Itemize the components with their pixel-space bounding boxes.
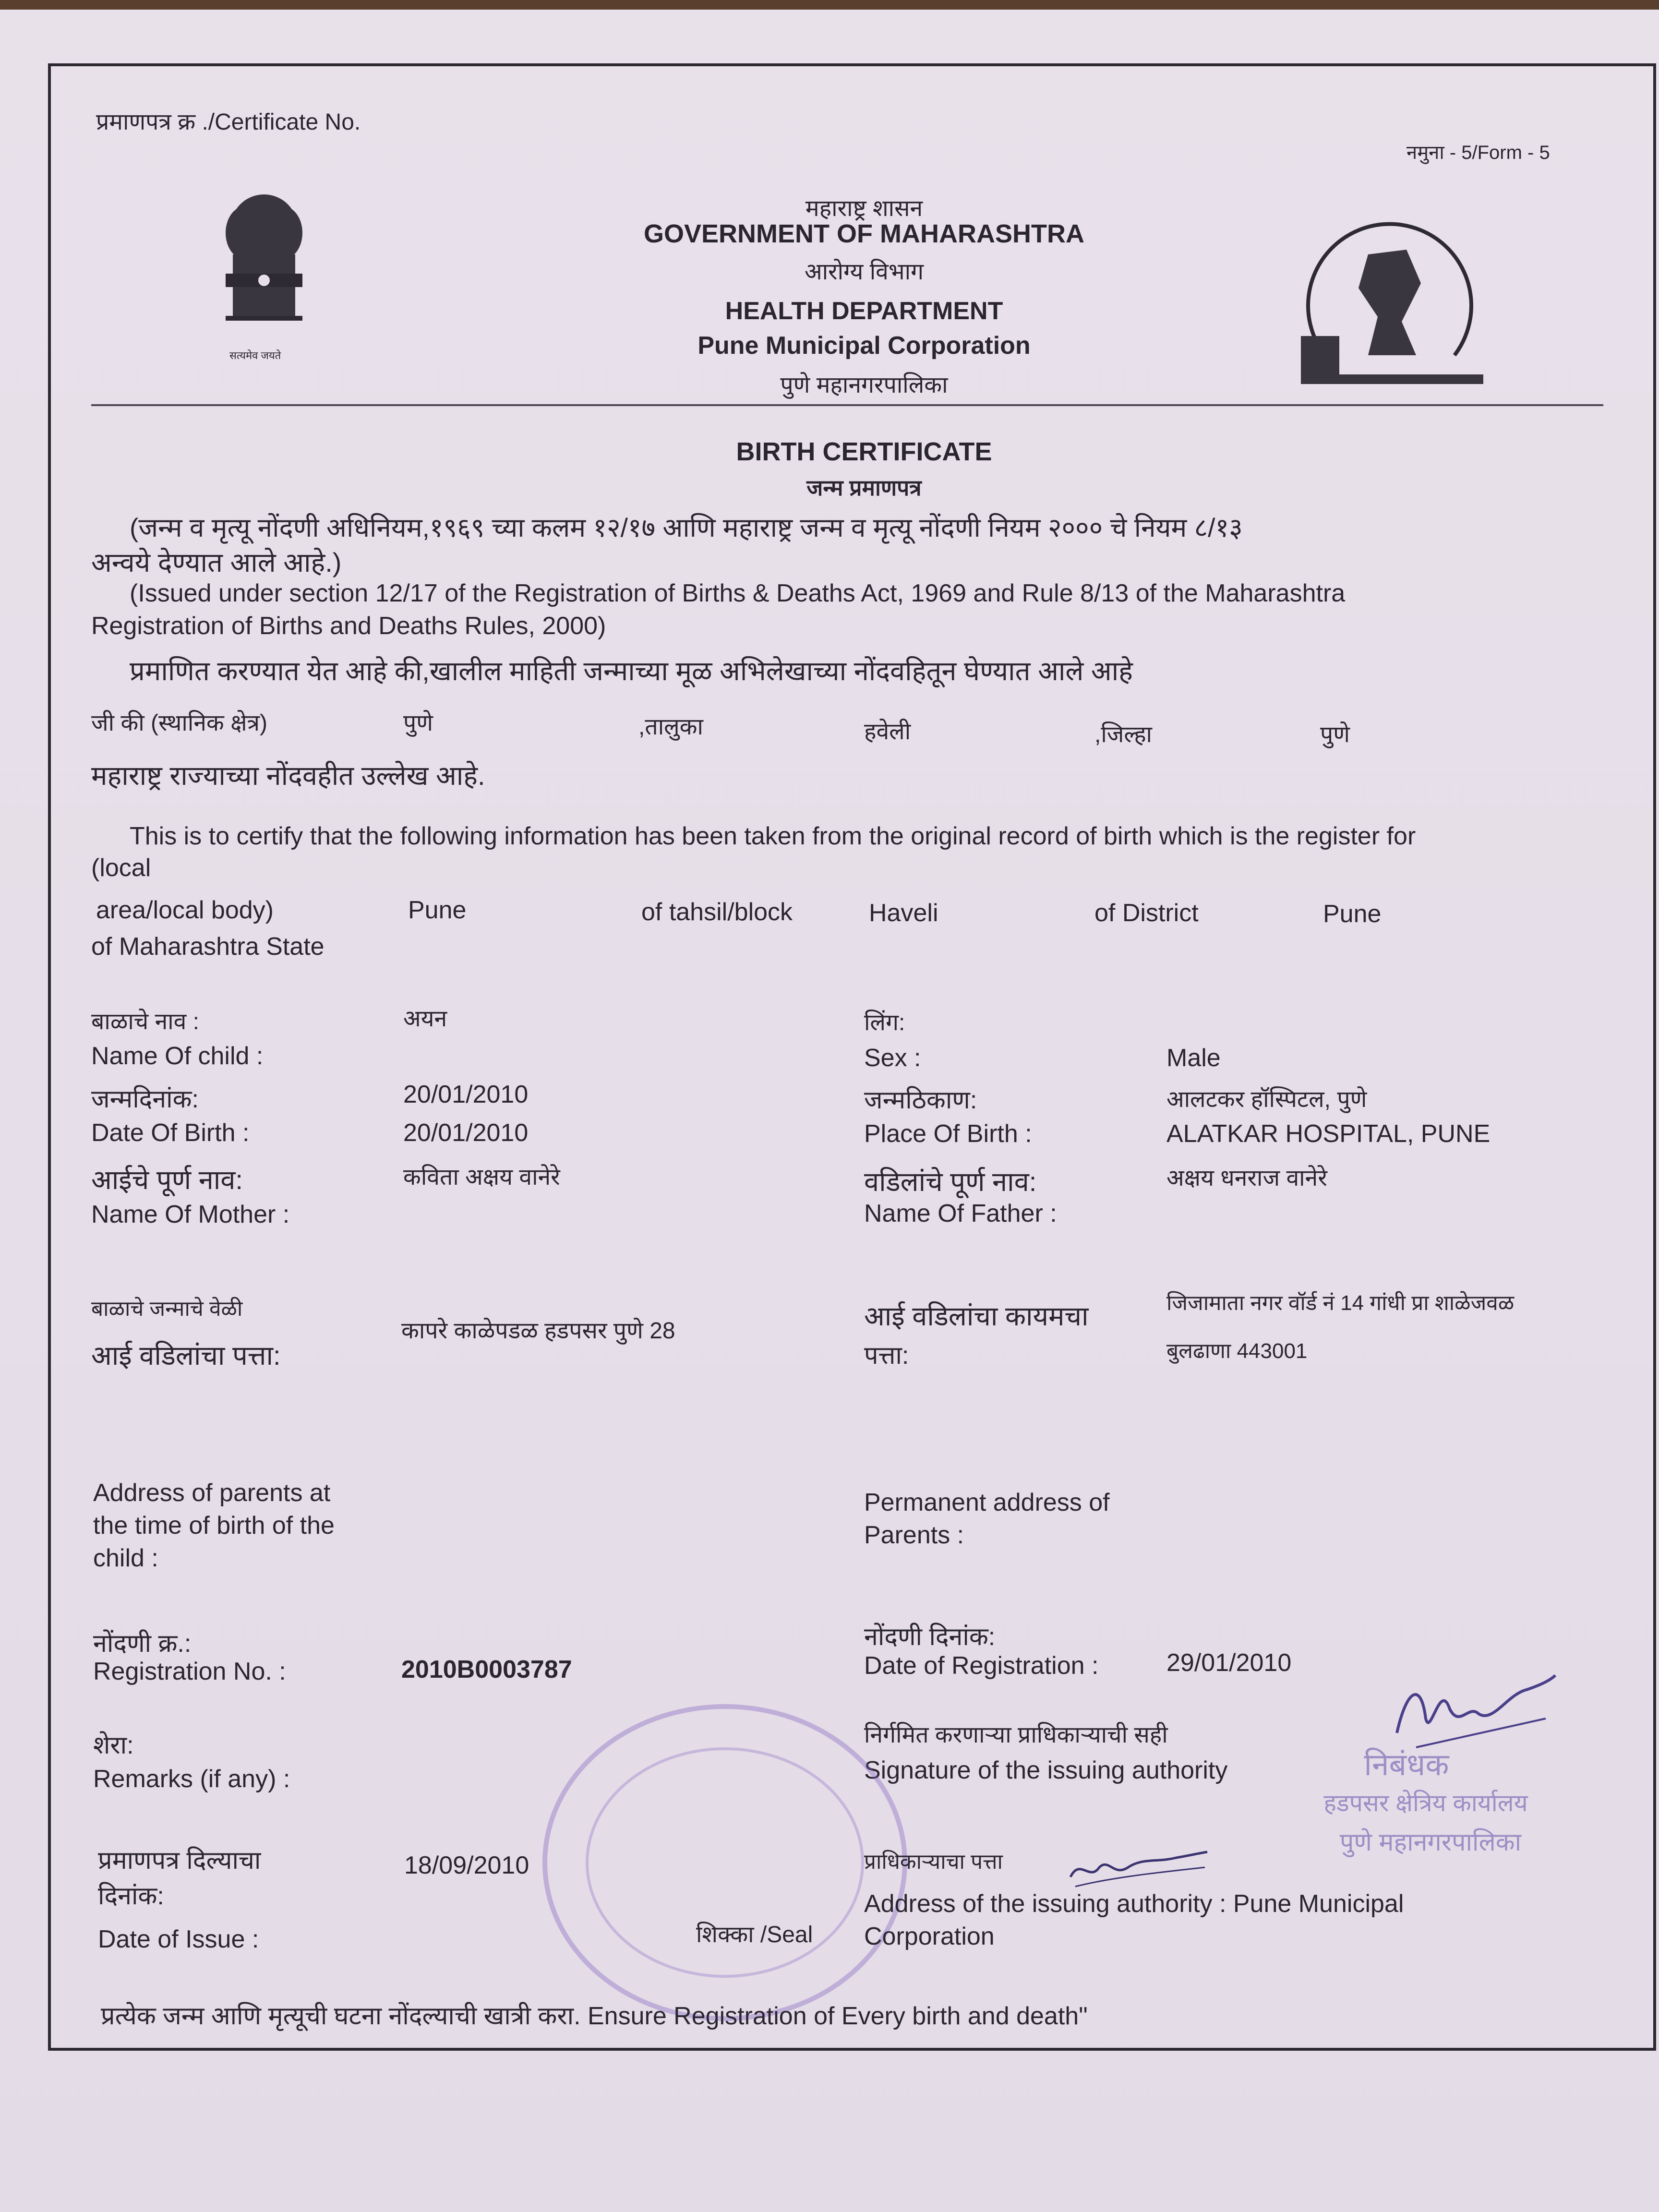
issue-date-marathi-label-line1: प्रमाणपत्र दिल्याचा: [98, 1847, 261, 1875]
authority-address-marathi-label: प्राधिकाऱ्याचा पत्ता: [864, 1850, 1003, 1874]
place-of-birth-marathi-label: जन्मठिकाण:: [864, 1086, 977, 1114]
sex-english-label: Sex :: [864, 1044, 921, 1072]
remarks-marathi-label: शेरा:: [93, 1731, 134, 1759]
state-english: of Maharashtra State: [91, 933, 325, 961]
dob-marathi-value: 20/01/2010: [403, 1081, 529, 1108]
area-value: Pune: [408, 896, 467, 924]
registration-number-value: 2010B0003787: [401, 1656, 572, 1683]
certify-english-line2: (local: [91, 854, 151, 882]
government-english: GOVERNMENT OF MAHARASHTRA: [644, 219, 1084, 248]
dob-marathi-label: जन्मदिनांक:: [91, 1085, 199, 1113]
address-at-birth-value: कापरे काळेपडळ हडपसर पुणे 28: [401, 1318, 675, 1344]
tahsil-value: Haveli: [869, 899, 938, 927]
certify-marathi: प्रमाणित करण्यात येत आहे की,खालील माहिती जन्माच्या मूळ अभिलेखाच्या नोंदवहितून घेण्यात आले आहे: [130, 656, 1133, 686]
authority-address-english-line2: Corporation: [864, 1923, 995, 1950]
registration-number-english-label: Registration No. :: [93, 1658, 286, 1685]
permanent-address-marathi-label-line1: आई वडिलांचा कायमचा: [864, 1301, 1089, 1331]
signature-english-label: Signature of the issuing authority: [864, 1756, 1228, 1784]
permanent-address-english-label-line2: Parents :: [864, 1521, 964, 1549]
district-marathi-value: पुणे: [1320, 722, 1350, 747]
child-name-english-label: Name Of child :: [91, 1042, 264, 1070]
sex-value: Male: [1166, 1044, 1221, 1072]
preamble-english-line2: Registration of Births and Deaths Rules, 2000): [91, 612, 606, 640]
mother-name-marathi-label: आईचे पूर्ण नाव:: [91, 1165, 243, 1195]
permanent-address-marathi-label-line2: पत्ता:: [864, 1342, 909, 1370]
registration-date-marathi-label: नोंदणी दिनांक:: [864, 1623, 996, 1651]
registrar-stamp-line3: पुणे महानगरपालिका: [1339, 1828, 1522, 1856]
signature-marathi-label: निर्गमित करणाऱ्या प्राधिकाऱ्याची सही: [864, 1722, 1168, 1748]
preamble-marathi-line1: (जन्म व मृत्यू नोंदणी अधिनियम,१९६९ च्या कलम १२/१७ आणि महाराष्ट्र जन्म व मृत्यू नोंदणी नियम २००० चे नियम ८/१३: [130, 513, 1243, 542]
district-label: of District: [1094, 899, 1199, 927]
taluka-marathi-label: ,तालुका: [638, 714, 703, 740]
certificate-title-marathi: जन्म प्रमाणपत्र: [806, 475, 922, 500]
local-area-marathi-label: जी की (स्थानिक क्षेत्र): [91, 710, 267, 736]
department-marathi: आरोग्य विभाग: [804, 259, 924, 285]
local-area-marathi-value: पुणे: [403, 710, 433, 736]
preamble-english-line1: (Issued under section 12/17 of the Registration of Births & Deaths Act, 1969 and Rule 8/13 of the Maharashtra: [130, 579, 1346, 607]
registration-date-value: 29/01/2010: [1166, 1649, 1292, 1677]
national-emblem-icon: [206, 182, 322, 365]
corporation-marathi: पुणे महानगरपालिका: [780, 373, 948, 398]
authority-address-english-line1: Address of the issuing authority : Pune Municipal: [864, 1890, 1404, 1918]
registration-number-marathi-label: नोंदणी क्र.:: [93, 1630, 192, 1658]
header-divider: [91, 404, 1603, 406]
sex-marathi-label: लिंग:: [864, 1010, 905, 1035]
father-name-value: अक्षय धनराज वानेरे: [1166, 1166, 1327, 1191]
birth-certificate-sheet: [0, 10, 1659, 2212]
registrar-signature-icon: [1387, 1661, 1560, 1757]
seal-label: शिक्का /Seal: [696, 1922, 813, 1948]
department-english: HEALTH DEPARTMENT: [725, 297, 1003, 325]
district-marathi-label: ,जिल्हा: [1094, 722, 1152, 747]
tahsil-label: of tahsil/block: [641, 898, 793, 926]
place-of-birth-english-value: ALATKAR HOSPITAL, PUNE: [1166, 1120, 1491, 1148]
dob-english-label: Date Of Birth :: [91, 1119, 250, 1147]
place-of-birth-english-label: Place Of Birth :: [864, 1120, 1032, 1148]
mother-name-value: कविता अक्षय वानेरे: [403, 1165, 560, 1190]
official-seal-stamp: [542, 1704, 907, 2021]
child-name-value: अयन: [403, 1006, 447, 1032]
corporation-english: Pune Municipal Corporation: [697, 332, 1031, 360]
address-at-birth-english-label-line3: child :: [93, 1544, 158, 1572]
registration-date-english-label: Date of Registration :: [864, 1652, 1099, 1680]
permanent-address-value-line2: बुलढाणा 443001: [1166, 1339, 1308, 1363]
address-at-birth-marathi-label-line2: आई वडिलांचा पत्ता:: [91, 1340, 281, 1370]
issue-date-marathi-label-line2: दिनांक:: [98, 1882, 164, 1910]
registrar-stamp-line1: निबंधक: [1364, 1747, 1449, 1782]
remarks-english-label: Remarks (if any) :: [93, 1765, 290, 1793]
issue-date-english-label: Date of Issue :: [98, 1925, 259, 1953]
emblem-motto: सत्यमेव जयते: [229, 349, 281, 361]
registrar-stamp-line2: हडपसर क्षेत्रिय कार्यालय: [1323, 1790, 1528, 1816]
child-name-marathi-label: बाळाचे नाव :: [91, 1009, 200, 1034]
form-number: नमुना - 5/Form - 5: [1407, 142, 1550, 163]
permanent-address-value-line1: जिजामाता नगर वॉर्ड नं 14 गांधी प्रा शाळेजवळ: [1166, 1291, 1515, 1315]
certificate-number-label: प्रमाणपत्र क्र ./Certificate No.: [96, 109, 361, 135]
certificate-title-english: BIRTH CERTIFICATE: [736, 437, 992, 466]
place-of-birth-marathi-value: आलटकर हॉस्पिटल, पुणे: [1166, 1087, 1367, 1112]
address-at-birth-marathi-label-line1: बाळाचे जन्माचे वेळी: [91, 1297, 243, 1321]
district-value: Pune: [1323, 900, 1382, 928]
father-name-english-label: Name Of Father :: [864, 1200, 1057, 1227]
address-at-birth-english-label-line2: the time of birth of the: [93, 1512, 335, 1539]
permanent-address-english-label-line1: Permanent address of: [864, 1489, 1110, 1516]
state-marathi: महाराष्ट्र राज्याच्या नोंदवहीत उल्लेख आहे.: [91, 760, 485, 791]
dob-english-value: 20/01/2010: [403, 1119, 529, 1147]
issue-date-value: 18/09/2010: [404, 1851, 529, 1879]
pmc-logo-icon: [1296, 197, 1483, 394]
certify-english-line1: This is to certify that the following information has been taken from the original record of birth which is the register for: [130, 822, 1416, 850]
footer-notice: प्रत्येक जन्म आणि मृत्यूची घटना नोंदल्याची खात्री करा. Ensure Registration of Every birth and death": [101, 2002, 1088, 2030]
preamble-marathi-line2: अन्वये देण्यात आले आहे.): [91, 547, 342, 577]
taluka-marathi-value: हवेली: [864, 719, 911, 745]
area-label: area/local body): [96, 896, 274, 924]
address-at-birth-english-label-line1: Address of parents at: [93, 1479, 331, 1507]
government-marathi: महाराष्ट्र शासन: [805, 196, 923, 221]
father-name-marathi-label: वडिलांचे पूर्ण नाव:: [864, 1166, 1037, 1197]
mother-name-english-label: Name Of Mother :: [91, 1201, 290, 1228]
authority-signature-icon: [1066, 1843, 1210, 1896]
